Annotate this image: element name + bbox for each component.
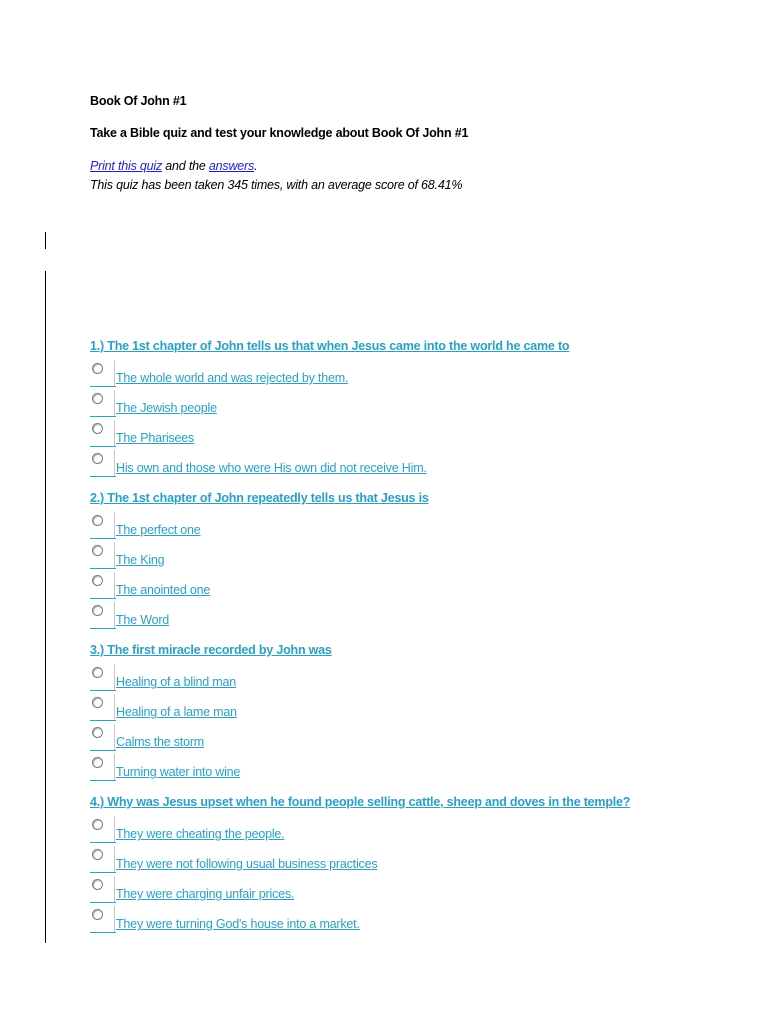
option-divider <box>114 816 115 842</box>
option-underline <box>90 476 116 477</box>
radio-button[interactable] <box>92 697 103 708</box>
print-quiz-link[interactable]: Print this quiz <box>90 159 163 173</box>
radio-button[interactable] <box>92 363 103 374</box>
radio-button[interactable] <box>92 667 103 678</box>
option-underline <box>90 690 116 691</box>
option-label[interactable]: The King <box>116 553 165 567</box>
answer-option[interactable] <box>90 512 650 542</box>
answer-option[interactable] <box>90 542 650 572</box>
option-divider <box>114 906 115 932</box>
option-label[interactable]: Turning water into wine <box>116 765 241 779</box>
radio-button[interactable] <box>92 727 103 738</box>
answer-option[interactable] <box>90 420 650 450</box>
page-title: Book Of John #1 <box>90 94 187 108</box>
option-underline <box>90 780 116 781</box>
option-divider <box>114 512 115 538</box>
radio-button[interactable] <box>92 515 103 526</box>
radio-button[interactable] <box>92 545 103 556</box>
answer-option[interactable] <box>90 450 650 480</box>
option-underline <box>90 902 116 903</box>
option-label[interactable]: The perfect one <box>116 523 201 537</box>
margin-line <box>45 271 46 943</box>
print-line <box>90 159 257 173</box>
option-underline <box>90 386 116 387</box>
option-label[interactable]: They were charging unfair prices. <box>116 887 295 901</box>
option-divider <box>114 420 115 446</box>
answer-option[interactable] <box>90 906 650 936</box>
option-divider <box>114 694 115 720</box>
quiz-form <box>90 338 750 936</box>
option-divider <box>114 572 115 598</box>
option-underline <box>90 720 116 721</box>
option-label[interactable]: Calms the storm <box>116 735 204 749</box>
option-label[interactable]: The Word <box>116 613 170 627</box>
answer-option[interactable] <box>90 816 650 846</box>
answer-option[interactable] <box>90 846 650 876</box>
radio-button[interactable] <box>92 879 103 890</box>
answer-option[interactable] <box>90 694 650 724</box>
question-1: 1.) The 1st chapter of John tells us that when Jesus came into the world he came to <box>90 339 570 353</box>
option-divider <box>114 724 115 750</box>
quiz-stats: This quiz has been taken 345 times, with an average score of 68.41% <box>90 178 463 192</box>
option-label[interactable]: The anointed one <box>116 583 211 597</box>
period-text: . <box>254 159 258 173</box>
answer-option[interactable] <box>90 602 650 632</box>
radio-button[interactable] <box>92 819 103 830</box>
question-3: 3.) The first miracle recorded by John was <box>90 643 332 657</box>
radio-button[interactable] <box>92 393 103 404</box>
option-label[interactable]: The Pharisees <box>116 431 194 445</box>
option-divider <box>114 846 115 872</box>
answer-option[interactable] <box>90 390 650 420</box>
option-underline <box>90 628 116 629</box>
option-underline <box>90 932 116 933</box>
radio-button[interactable] <box>92 453 103 464</box>
option-divider <box>114 754 115 780</box>
option-underline <box>90 416 116 417</box>
answers-link[interactable]: answers <box>208 159 255 173</box>
option-label[interactable]: Healing of a lame man <box>116 705 237 719</box>
answer-option[interactable] <box>90 360 650 390</box>
option-label[interactable]: They were cheating the people. <box>116 827 285 841</box>
option-label[interactable]: The whole world and was rejected by them. <box>116 371 349 385</box>
radio-button[interactable] <box>92 575 103 586</box>
question-2: 2.) The 1st chapter of John repeatedly tells us that Jesus is <box>90 491 429 505</box>
option-divider <box>114 390 115 416</box>
text-cursor <box>45 232 46 249</box>
option-label[interactable]: Healing of a blind man <box>116 675 236 689</box>
question-4: 4.) Why was Jesus upset when he found people selling cattle, sheep and doves in the temple? <box>90 795 631 809</box>
option-label[interactable]: They were not following usual business practices <box>116 857 378 871</box>
option-underline <box>90 598 116 599</box>
option-divider <box>114 450 115 476</box>
option-underline <box>90 568 116 569</box>
answer-option[interactable] <box>90 876 650 906</box>
radio-button[interactable] <box>92 849 103 860</box>
option-label[interactable]: His own and those who were His own did not receive Him. <box>116 461 427 475</box>
option-divider <box>114 602 115 628</box>
radio-button[interactable] <box>92 605 103 616</box>
option-underline <box>90 446 116 447</box>
option-divider <box>114 360 115 386</box>
radio-button[interactable] <box>92 909 103 920</box>
option-underline <box>90 750 116 751</box>
answer-option[interactable] <box>90 754 650 784</box>
option-underline <box>90 538 116 539</box>
page-subtitle: Take a Bible quiz and test your knowledge about Book Of John #1 <box>90 126 469 140</box>
and-the-text: and the <box>162 159 209 173</box>
radio-button[interactable] <box>92 757 103 768</box>
radio-button[interactable] <box>92 423 103 434</box>
option-underline <box>90 842 116 843</box>
answer-option[interactable] <box>90 572 650 602</box>
option-label[interactable]: They were turning God's house into a market. <box>116 917 360 931</box>
option-divider <box>114 542 115 568</box>
option-divider <box>114 876 115 902</box>
option-label[interactable]: The Jewish people <box>116 401 217 415</box>
option-underline <box>90 872 116 873</box>
answer-option[interactable] <box>90 724 650 754</box>
option-divider <box>114 664 115 690</box>
answer-option[interactable] <box>90 664 650 694</box>
